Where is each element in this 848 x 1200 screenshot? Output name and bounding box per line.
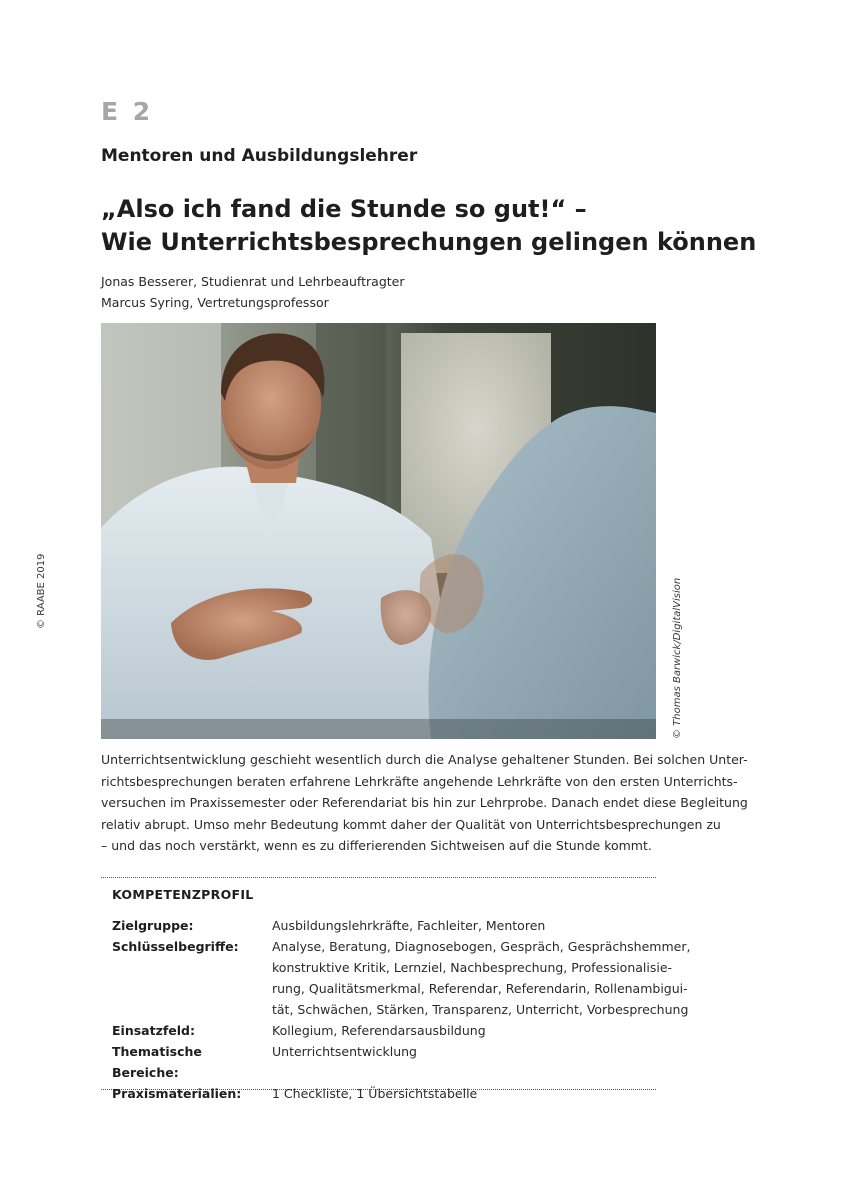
category-heading: Mentoren und Ausbildungslehrer — [101, 146, 418, 166]
author-list — [101, 271, 404, 313]
photo-credit: © Thomas Barwick/DigitalVision — [672, 577, 683, 739]
author-line: Marcus Syring, Vertretungsprofessor — [101, 295, 329, 310]
profile-row-topics — [112, 1041, 652, 1083]
profile-row-value — [272, 915, 652, 936]
profile-row-label: Schlüsselbegriffe: — [112, 939, 239, 954]
intro-line: relativ abrupt. Umso mehr Bedeutung kommt daher der Qualität von Unterrichtsbesprechungen zu — [101, 816, 721, 832]
intro-line: – und das noch verstärkt, wenn es zu differierenden Sichtweisen auf die Stunde kommt. — [101, 838, 652, 854]
profile-row-target-group — [112, 915, 652, 936]
competence-profile-heading: KOMPETENZPROFIL — [112, 887, 254, 902]
profile-row-value — [272, 1041, 652, 1083]
profile-row-value — [272, 1020, 652, 1041]
profile-value-line: 1 Checkliste, 1 Übersichtstabelle — [272, 1086, 478, 1101]
article-title — [101, 193, 757, 259]
author-line: Jonas Besserer, Studienrat und Lehrbeauftragter — [101, 274, 405, 289]
profile-row-keywords — [112, 936, 691, 1020]
section-code: E 2 — [101, 97, 154, 126]
profile-row-field — [112, 1020, 652, 1041]
profile-value-line: rung, Qualitätsmerkmal, Referendar, Referendarin, Rollenambigui- — [272, 981, 688, 996]
intro-paragraph — [101, 749, 748, 857]
competence-profile-rows — [112, 915, 691, 1104]
profile-row-materials — [112, 1083, 652, 1104]
profile-value-line: Ausbildungslehrkräfte, Fachleiter, Mentoren — [272, 918, 546, 933]
article-photo — [101, 323, 656, 739]
intro-line: Unterrichtsentwicklung geschieht wesentlich durch die Analyse gehaltener Stunden. Bei solchen Unter- — [101, 752, 748, 767]
profile-value-line: tät, Schwächen, Stärken, Transparenz, Unterricht, Vorbesprechung — [272, 1002, 689, 1017]
profile-row-label: Thematische Bereiche: — [112, 1044, 202, 1080]
profile-row-label: Einsatzfeld: — [112, 1023, 195, 1038]
profile-value-line: Analyse, Beratung, Diagnosebogen, Gespräch, Gesprächshemmer, — [272, 939, 691, 954]
profile-value-line: Kollegium, Referendarsausbildung — [272, 1023, 486, 1038]
profile-row-label: Zielgruppe: — [112, 918, 194, 933]
article-title-line: Wie Unterrichtsbesprechungen gelingen können — [101, 228, 757, 256]
intro-line: versuchen im Praxissemester oder Referendariat bis hin zur Lehrprobe. Danach endet diese Begleitung — [101, 795, 748, 811]
intro-line: richtsbesprechungen beraten erfahrene Lehrkräfte angehende Lehrkräfte von den ersten Unterrichts- — [101, 773, 738, 789]
profile-row-value — [272, 936, 690, 1020]
profile-row-label: Praxismaterialien: — [112, 1086, 242, 1101]
competence-profile-box — [101, 877, 691, 1101]
profile-row-value — [272, 1083, 652, 1104]
profile-value-line: Unterrichtsentwicklung — [272, 1044, 417, 1059]
side-copyright: © RAABE 2019 — [36, 553, 47, 629]
article-title-line: „Also ich fand die Stunde so gut!“ – — [101, 195, 587, 223]
profile-value-line: konstruktive Kritik, Lernziel, Nachbesprechung, Professionalisie- — [272, 960, 673, 975]
